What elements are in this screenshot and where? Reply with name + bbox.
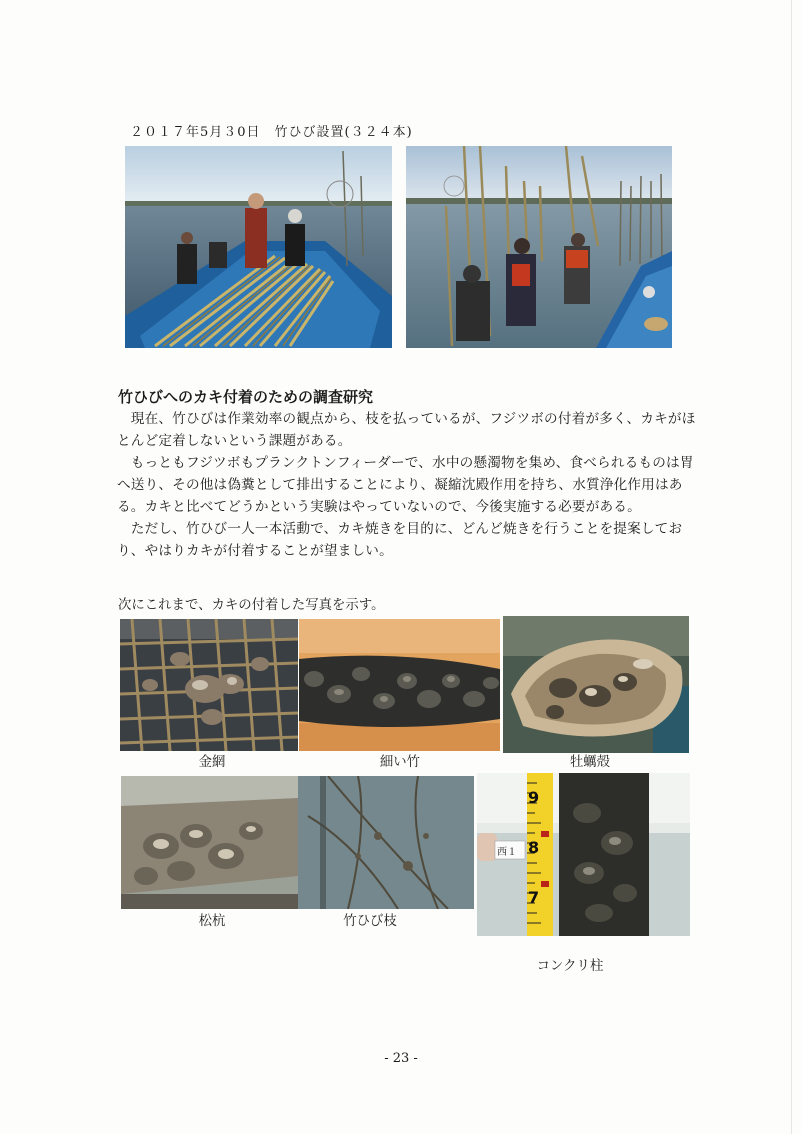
- paragraph-2: もっともフジツボもプランクトンフィーダーで、水中の懸濁物を集め、食べられるものは胃へ送り、その他は偽糞として排出することにより、凝縮沈殿作用を持ち、水質浄化作用はある。カキと比べてどうかという実験はやっていないので、今後実施する必要がある。: [117, 455, 694, 515]
- paragraph-3: ただし、竹ひび一人一本活動で、カキ焼きを目的に、どんど焼きを行うことを提案しており、やはりカキが付着することが望ましい。: [117, 521, 683, 559]
- intro-text: 次にこれまで、カキの付着した写真を示す。: [118, 598, 385, 613]
- photo-bamboo-branch: [298, 776, 474, 909]
- photo-pine-stake: [121, 776, 298, 909]
- ruler-digit-8: 8: [528, 838, 540, 857]
- top-photo-caption: ２０１７年5月３0日 竹ひび設置(３２４本): [130, 125, 413, 140]
- photo-boat-bamboo: [125, 146, 392, 348]
- photo-oyster-shell: [503, 616, 689, 753]
- caption-pine-stake: 松杭: [198, 914, 226, 929]
- caption-wire-mesh: 金網: [198, 755, 226, 770]
- paragraph-1: 現在、竹ひびは作業効率の観点から、枝を払っているが、フジツボの付着が多く、カキがほとんど定着しないという課題がある。: [117, 411, 696, 449]
- photo-bamboo-install: [406, 146, 672, 348]
- ruler-digit-7: 7: [528, 888, 540, 907]
- caption-bamboo-branch: 竹ひび枝: [343, 914, 397, 929]
- ruler-digit-9: 9: [528, 788, 540, 807]
- section-title: 竹ひびへのカキ付着のための調査研究: [118, 388, 374, 406]
- scan-edge: [791, 0, 792, 1134]
- photo-thin-bamboo: [299, 619, 500, 751]
- caption-oyster-shell: 牡蠣殻: [569, 755, 611, 770]
- caption-concrete-pillar: コンクリ柱: [536, 959, 604, 974]
- photo-wire-mesh: [120, 619, 298, 751]
- page-number: - 23 -: [384, 1051, 418, 1066]
- caption-thin-bamboo: 細い竹: [379, 755, 421, 770]
- ruler-label: 西１: [497, 847, 517, 858]
- photo-concrete-pillar: [477, 773, 690, 936]
